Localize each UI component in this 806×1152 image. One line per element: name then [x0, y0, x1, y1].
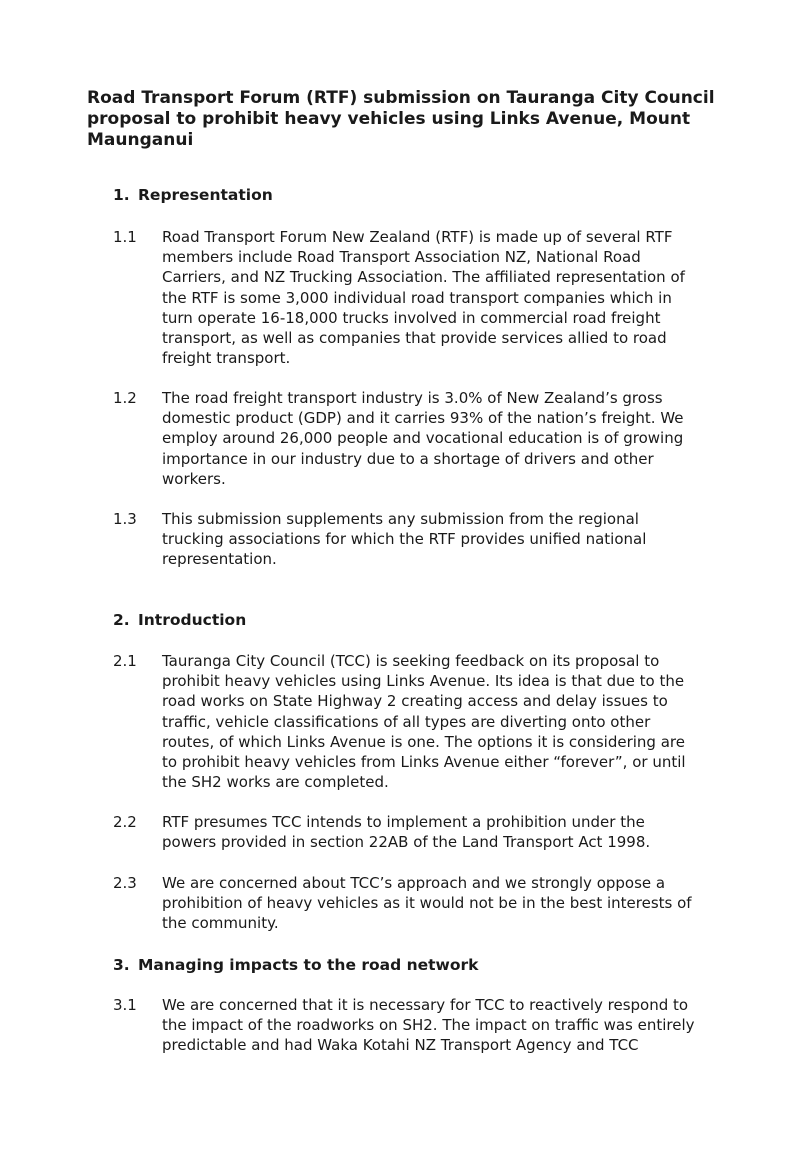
paragraph-2-1	[113, 651, 723, 792]
text-line: Road Transport Forum New Zealand (RTF) is made up of several RTF	[162, 228, 673, 246]
section-title: Introduction	[138, 611, 247, 629]
paragraph-text	[162, 227, 723, 368]
paragraph-1-2	[113, 388, 723, 489]
section-number: 3.	[113, 956, 130, 974]
text-line: Tauranga City Council (TCC) is seeking feedback on its proposal to	[162, 652, 660, 670]
paragraph-number: 1.2	[113, 389, 137, 407]
text-line: We are concerned that it is necessary for TCC to reactively respond to	[162, 996, 689, 1014]
text-line: powers provided in section 22AB of the Land Transport Act 1998.	[162, 833, 651, 852]
paragraph-3-1	[113, 995, 723, 1056]
text-line: prohibit heavy vehicles using Links Avenue. Its idea is that due to the	[162, 672, 685, 691]
section-title: Managing impacts to the road network	[138, 956, 479, 974]
paragraph-text	[162, 651, 723, 792]
paragraph-number: 1.3	[113, 510, 137, 528]
paragraph-number: 3.1	[113, 996, 137, 1014]
text-line: the impact of the roadworks on SH2. The impact on traffic was entirely	[162, 1016, 695, 1035]
paragraph-text	[162, 873, 723, 934]
paragraph-2-2	[113, 812, 723, 852]
text-line: workers.	[162, 469, 226, 488]
text-line: turn operate 16-18,000 trucks involved in commercial road freight	[162, 308, 661, 327]
text-line: representation.	[162, 550, 277, 569]
section-number: 1.	[113, 186, 130, 204]
section-heading-representation	[113, 185, 273, 205]
text-line: The road freight transport industry is 3.0% of New Zealand’s gross	[162, 389, 663, 407]
section-title: Representation	[138, 186, 273, 204]
text-line: importance in our industry due to a shortage of drivers and other	[162, 449, 654, 468]
paragraph-text	[162, 812, 723, 852]
paragraph-1-3	[113, 509, 723, 570]
paragraph-text	[162, 509, 723, 570]
text-line: trucking associations for which the RTF provides unified national	[162, 530, 647, 549]
section-heading-introduction	[113, 610, 246, 630]
text-line: the RTF is some 3,000 individual road transport companies which in	[162, 288, 672, 307]
document-title: Road Transport Forum (RTF) submission on Tauranga City Council proposal to prohibit heavy vehicles using Links Avenue, Mount Maunganui	[87, 88, 715, 150]
text-line: traffic, vehicle classifications of all types are diverting onto other	[162, 712, 651, 731]
paragraph-number: 1.1	[113, 228, 137, 246]
text-line: employ around 26,000 people and vocational education is of growing	[162, 429, 684, 448]
paragraph-text	[162, 388, 723, 489]
text-line: domestic product (GDP) and it carries 93% of the nation’s freight. We	[162, 409, 684, 428]
text-line: freight transport.	[162, 349, 291, 368]
text-line: RTF presumes TCC intends to implement a prohibition under the	[162, 813, 645, 831]
section-heading-managing-impacts	[113, 955, 478, 975]
text-line: transport, as well as companies that provide services allied to road	[162, 329, 667, 348]
text-line: Carriers, and NZ Trucking Association. The affiliated representation of	[162, 268, 685, 287]
section-number: 2.	[113, 611, 130, 629]
paragraph-number: 2.1	[113, 652, 137, 670]
text-line: the community.	[162, 914, 279, 933]
paragraph-2-3	[113, 873, 723, 934]
text-line: prohibition of heavy vehicles as it would not be in the best interests of	[162, 894, 692, 913]
paragraph-number: 2.2	[113, 813, 137, 831]
paragraph-number: 2.3	[113, 874, 137, 892]
paragraph-text	[162, 995, 723, 1056]
text-line: We are concerned about TCC’s approach and we strongly oppose a	[162, 874, 666, 892]
text-line: This submission supplements any submission from the regional	[162, 510, 639, 528]
text-line: routes, of which Links Avenue is one. The options it is considering are	[162, 732, 685, 751]
text-line: to prohibit heavy vehicles from Links Avenue either “forever”, or until	[162, 753, 686, 772]
text-line: predictable and had Waka Kotahi NZ Transport Agency and TCC	[162, 1036, 639, 1055]
text-line: road works on State Highway 2 creating access and delay issues to	[162, 692, 668, 711]
text-line: members include Road Transport Association NZ, National Road	[162, 248, 641, 267]
text-line: the SH2 works are completed.	[162, 773, 389, 792]
paragraph-1-1	[113, 227, 723, 368]
